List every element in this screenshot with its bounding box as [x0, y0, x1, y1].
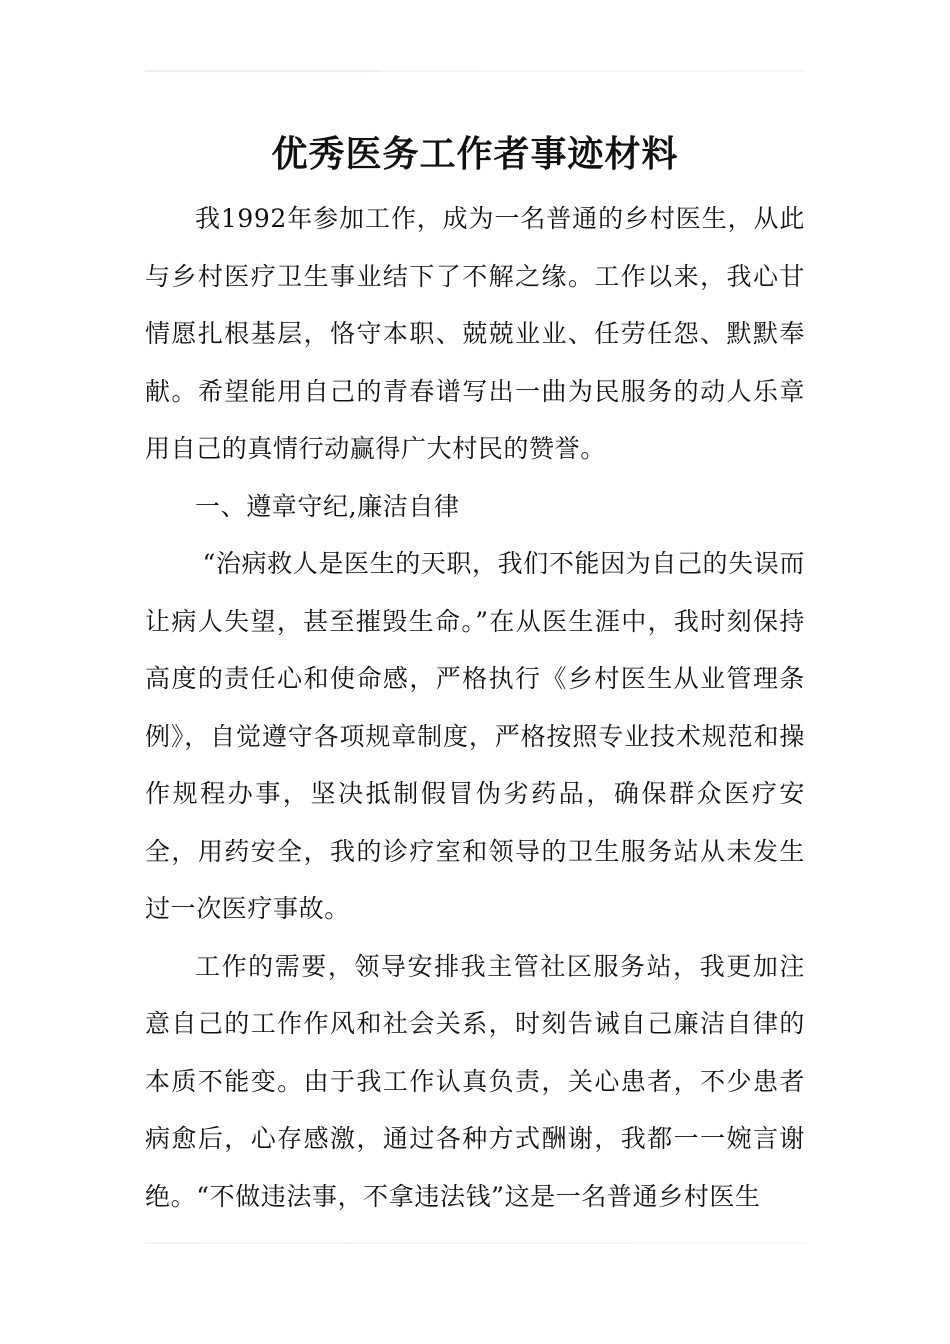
paragraph-discipline: “治病救人是医生的天职，我们不能因为自己的失误而让病人失望，甚至摧毁生命。”在从医生涯中，我时刻保持高度的责任心和使命感，严格执行《乡村医生从业管理条例》，自觉遵守各项规章制度，严格按照专业技术规范和操作规程办事，坚决抵制假冒伪劣药品，确保群众医疗安全，用药安全，我的诊疗室和领导的卫生服务站从未发生过一次医疗事故。 — [145, 549, 805, 923]
document-page — [145, 120, 805, 1225]
paragraph-integrity: 工作的需要，领导安排我主管社区服务站，我更加注意自己的工作作风和社会关系，时刻告诫自己廉洁自律的本质不能变。由于我工作认真负责，关心患者，不少患者病愈后，心存感激，通过各种方式酬谢，我都一一婉言谢绝。“不做违法事，不拿违法钱”这是一名普通乡村医生 — [145, 951, 805, 1211]
section-heading: 一、遵章守纪,廉洁自律 — [195, 491, 460, 521]
paragraph-intro: 我1992年参加工作，成为一名普通的乡村医生，从此与乡村医疗卫生事业结下了不解之缘。工作以来，我心甘情愿扎根基层，恪守本职、兢兢业业、任劳任怨、默默奉献。希望能用自己的青春谱写出一曲为民服务的动人乐章用自己的真情行动赢得广大村民的赞誉。 — [145, 204, 805, 463]
document-title: 优秀医务工作者事迹材料 — [271, 134, 679, 175]
header-rule — [145, 70, 805, 72]
footer-rule — [145, 1242, 805, 1244]
